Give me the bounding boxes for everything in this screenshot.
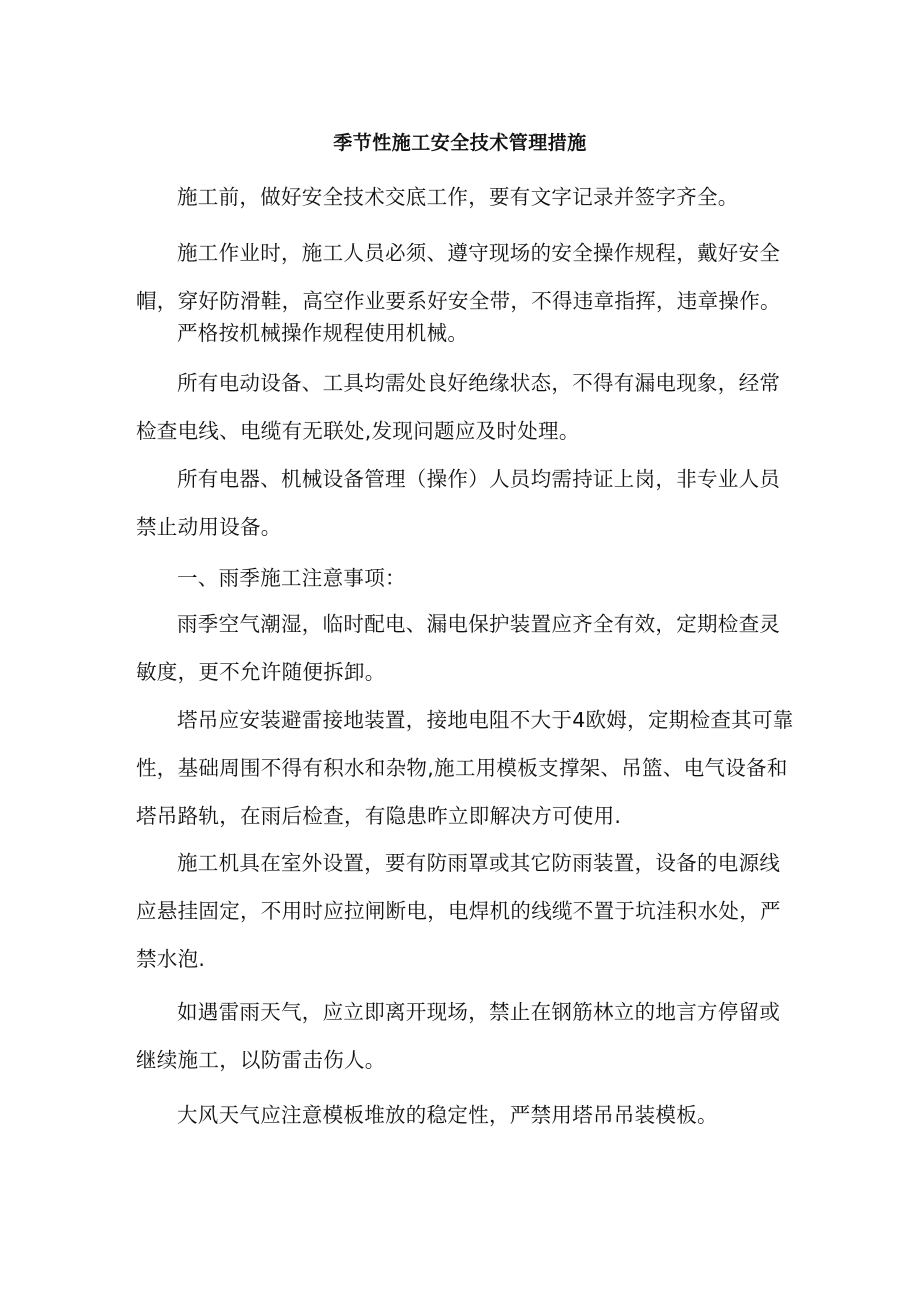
paragraph-rainy-power: 雨季空气潮湿，临时配电、漏电保护装置应齐全有效，定期检查灵敏度，更不允许随便拆卸。 <box>136 612 781 684</box>
paragraph-tower-crane-lightning: 塔吊应安装避雷接地装置，接地电阻不大于4欧姆，定期检查其可靠性，基础周围不得有积水和杂物,施工用模板支撑架、吊篮、电气设备和塔吊路轨，在雨后检查，有隐患昨立即解决方可使用. <box>136 708 794 828</box>
paragraph-operation-rules: 施工作业时，施工人员必须、遵守现场的安全操作规程，戴好安全帽，穿好防滑鞋，高空作业要系好安全带，不得违章指挥，违章操作。 <box>136 241 781 313</box>
document-title: 季节性施工安全技术管理措施 <box>333 132 587 154</box>
paragraph-electrical-insulation: 所有电动设备、工具均需处良好绝缘状态，不得有漏电现象，经常检查电线、电缆有无联处,发现问题应及时处理。 <box>136 371 781 443</box>
paragraph-strong-wind: 大风天气应注意模板堆放的稳定性，严禁用塔吊吊装模板。 <box>177 1103 718 1127</box>
paragraph-certified-operators: 所有电器、机械设备管理（操作）人员均需持证上岗，非专业人员禁止动用设备。 <box>136 467 781 539</box>
section-heading-rainy-season: 一、雨季施工注意事项： <box>177 566 406 590</box>
paragraph-outdoor-equipment: 施工机具在室外设置，要有防雨罩或其它防雨装置，设备的电源线应悬挂固定，不用时应拉闸断电，电焊机的线缆不置于坑洼积水处，严禁水泡. <box>136 851 781 971</box>
paragraph-briefing: 施工前，做好安全技术交底工作，要有文字记录并签字齐全。 <box>177 185 739 209</box>
paragraph-machine-rules: 严格按机械操作规程使用机械。 <box>177 321 469 345</box>
paragraph-thunderstorm: 如遇雷雨天气，应立即离开现场，禁止在钢筋林立的地言方停留或继续施工，以防雷击伤人。 <box>136 1000 781 1072</box>
